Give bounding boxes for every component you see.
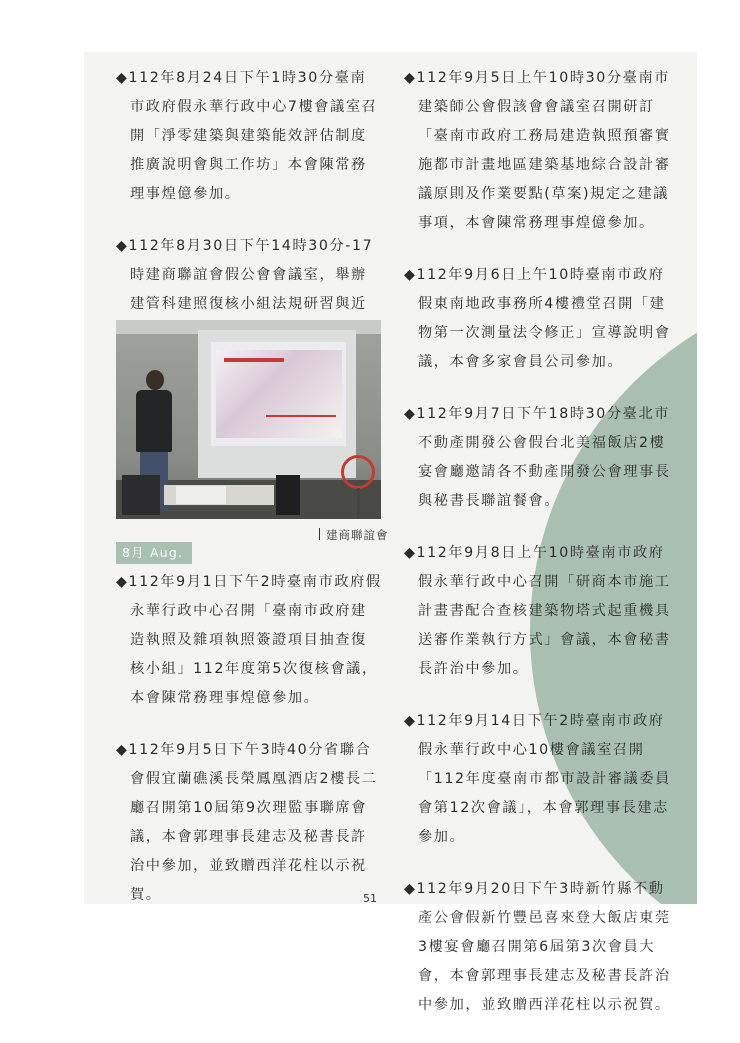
photo-caption xyxy=(319,527,389,543)
news-entry: ◆112年9月1日下午2時臺南市政府假永華行政中心召開「臺南市政府建造執照及雜項執照簽證項目抽查復核小組」112年度第5次復核會議，本會陳常務理事煌億參加。 xyxy=(116,574,382,706)
news-entry: ◆112年9月8日上午10時臺南市政府假永華行政中心召開「研商本市施工計畫書配合查核建築物塔式起重機具送審作業執行方式」會議，本會秘書長許治中參加。 xyxy=(404,545,671,677)
fan-icon xyxy=(341,455,375,489)
news-entry: ◆112年9月7日下午18時30分臺北市不動產開發公會假台北美福飯店2樓宴會廳邀請各不動產開發公會理事長與秘書長聯誼餐會。 xyxy=(404,406,671,509)
month-tag: 8月 Aug. xyxy=(116,542,192,564)
slide-line-mark xyxy=(266,415,336,417)
news-entry: ◆112年9月5日下午3時40分省聯合會假宜蘭礁溪長榮鳳凰酒店2樓長二廳召開第10屆第9次理監事聯席會議，本會郭理事長建志及秘書長許治中參加，並致贈西洋花柱以示祝賀。 xyxy=(116,742,378,903)
news-entry: ◆112年9月20日下午3時新竹縣不動產公會假新竹豐邑喜來登大飯店東莞3樓宴會廳召開第6屆第3次會員大會，本會郭理事長建志及秘書長許治中參加，並致贈西洋花柱以示祝賀。 xyxy=(404,881,671,1013)
projector xyxy=(176,486,226,504)
projected-slide xyxy=(216,350,342,438)
caption-bar-icon xyxy=(319,528,320,540)
chair xyxy=(276,475,300,515)
left-column-bottom xyxy=(116,568,382,933)
slide-title-mark xyxy=(224,358,284,362)
laptop xyxy=(122,475,160,515)
news-entry: ◆112年9月5日上午10時30分臺南市建築師公會假該會會議室召開研訂「臺南市政府工務局建造執照預審實施都市計畫地區建築基地綜合設計審議原則及作業要點(草案)規定之建議事項，本會陳常務理事煌億參加。 xyxy=(404,70,671,231)
event-photo xyxy=(116,320,381,519)
speaker-head xyxy=(146,370,164,390)
speaker-body xyxy=(136,390,172,452)
news-entry: ◆112年9月14日下午2時臺南市政府假永華行政中心10樓會議室召開「112年度臺南市都市設計審議委員會第12次會議」，本會郭理事長建志參加。 xyxy=(404,713,671,845)
photo-caption-text: 建商聯誼會 xyxy=(326,528,389,542)
news-entry: ◆112年8月24日下午1時30分臺南市政府假永華行政中心7樓會議室召開「淨零建築與建築能效評估制度推廣說明會與工作坊」本會陳常務理事煌億參加。 xyxy=(116,70,378,202)
news-entry: ◆112年9月6日上午10時臺南市政府假東南地政事務所4樓禮堂召開「建物第一次測量法令修正」宣導說明會議，本會多家會員公司參加。 xyxy=(404,267,671,370)
news-entry: ◆112年8月30日下午14時30分-17時建商聯誼會假公會會議室，舉辦建管科建照復核小組法規研習與近 xyxy=(116,238,374,312)
fan-stand xyxy=(357,488,360,519)
page-number: 51 xyxy=(363,892,377,905)
